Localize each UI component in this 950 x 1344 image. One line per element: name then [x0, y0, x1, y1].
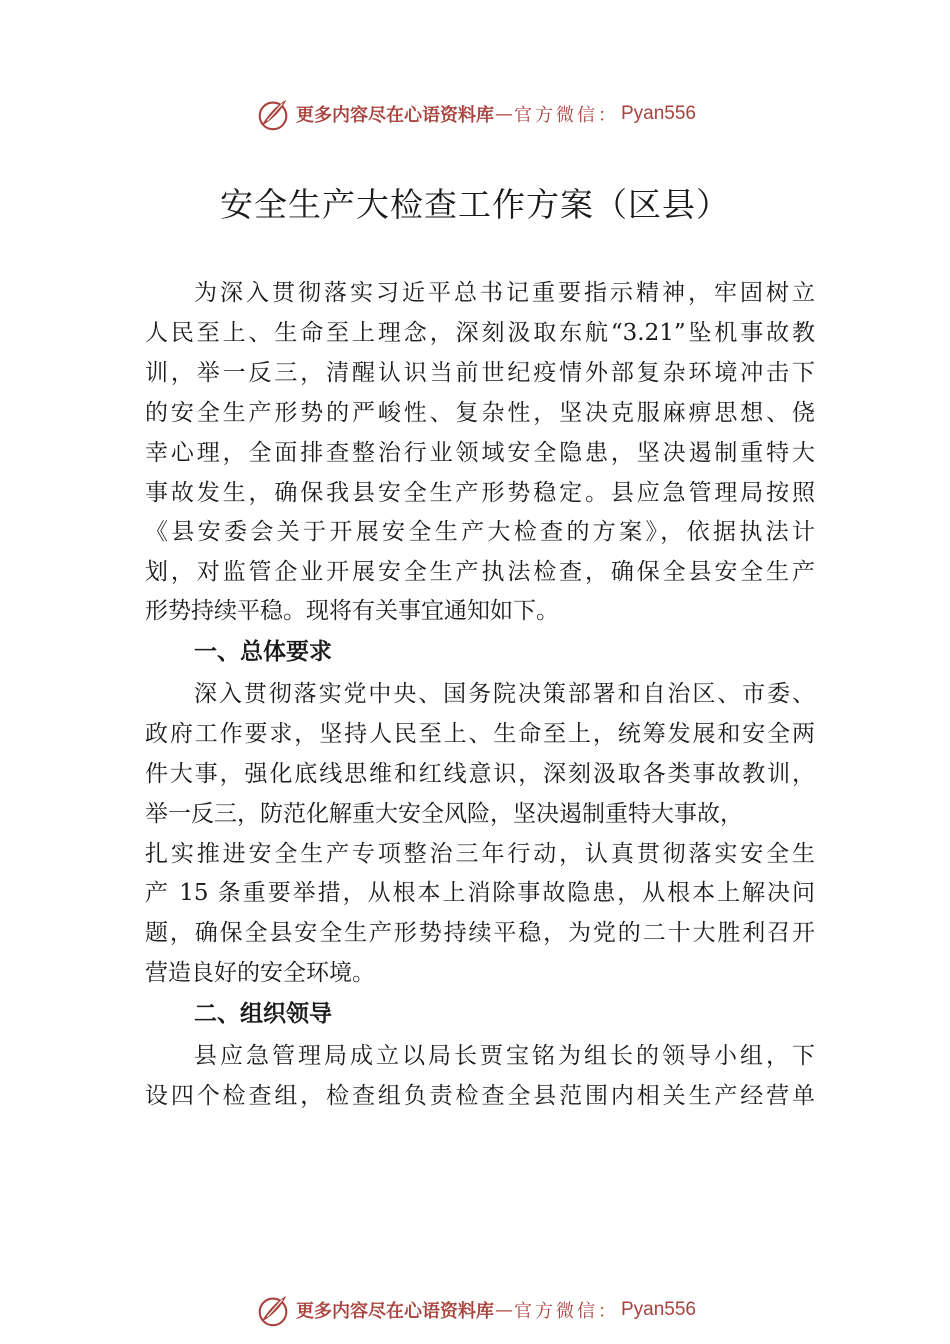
intro-line: 幸心理，全面排查整治行业领域安全隐患，坚决遏制重特大 [145, 440, 815, 466]
section1-line: 产 15 条重要举措，从根本上消除事故隐患，从根本上解决问 [145, 880, 815, 906]
section-heading-2: 二、组织领导 [194, 1001, 332, 1027]
intro-line: 训，举一反三，清醒认识当前世纪疫情外部复杂环境冲击下 [145, 360, 815, 386]
quill-logo-icon [254, 1291, 292, 1329]
banner-wechat-id: Pyan556 [620, 1299, 696, 1320]
footer-banner [0, 1290, 950, 1330]
section-heading-1: 一、总体要求 [194, 639, 332, 665]
section1-line: 扎实推进安全生产专项整治三年行动，认真贯彻落实安全生 [145, 841, 815, 867]
banner-dash: — [494, 1299, 513, 1321]
banner-wechat-id: Pyan556 [620, 103, 696, 124]
banner-main-text: 更多内容尽在心语资料库 [295, 1301, 494, 1322]
section1-line: 题，确保全县安全生产形势持续平稳，为党的二十大胜利召开 [145, 920, 815, 946]
intro-line: 为深入贯彻落实习近平总书记重要指示精神，牢固树立 [194, 280, 815, 306]
intro-line: 形势持续平稳。现将有关事宜通知如下。 [145, 598, 559, 624]
banner-wechat-label: 官方微信： [513, 1301, 619, 1322]
intro-line: 划，对监管企业开展安全生产执法检查，确保全县安全生产 [145, 559, 815, 585]
banner-wechat-label: 官方微信： [513, 105, 619, 126]
section2-line: 县应急管理局成立以局长贾宝铭为组长的领导小组，下 [194, 1043, 815, 1069]
quill-logo-icon [254, 95, 292, 133]
section1-line: 件大事，强化底线思维和红线意识，深刻汲取各类事故教训， [145, 761, 815, 787]
intro-line: 《县安委会关于开展安全生产大检查的方案》，依据执法计 [145, 519, 815, 545]
header-banner [0, 94, 950, 134]
intro-line: 人民至上、生命至上理念，深刻汲取东航“3.21”坠机事故教 [145, 320, 815, 346]
banner-dash: — [494, 103, 513, 125]
intro-line: 的安全生产形势的严峻性、复杂性，坚决克服麻痹思想、侥 [145, 400, 815, 426]
section1-line: 深入贯彻落实党中央、国务院决策部署和自治区、市委、 [194, 681, 815, 707]
section2-line: 设四个检查组，检查组负责检查全县范围内相关生产经营单 [145, 1083, 815, 1109]
intro-line: 事故发生，确保我县安全生产形势稳定。县应急管理局按照 [145, 480, 815, 506]
document-title: 安全生产大检查工作方案（区县） [220, 185, 730, 224]
section1-line: 政府工作要求，坚持人民至上、生命至上，统筹发展和安全两 [145, 721, 815, 747]
section1-line: 营造良好的安全环境。 [145, 960, 375, 986]
section1-line: 举一反三，防范化解重大安全风险，坚决遏制重特大事故， [145, 801, 743, 827]
banner-main-text: 更多内容尽在心语资料库 [295, 105, 494, 126]
